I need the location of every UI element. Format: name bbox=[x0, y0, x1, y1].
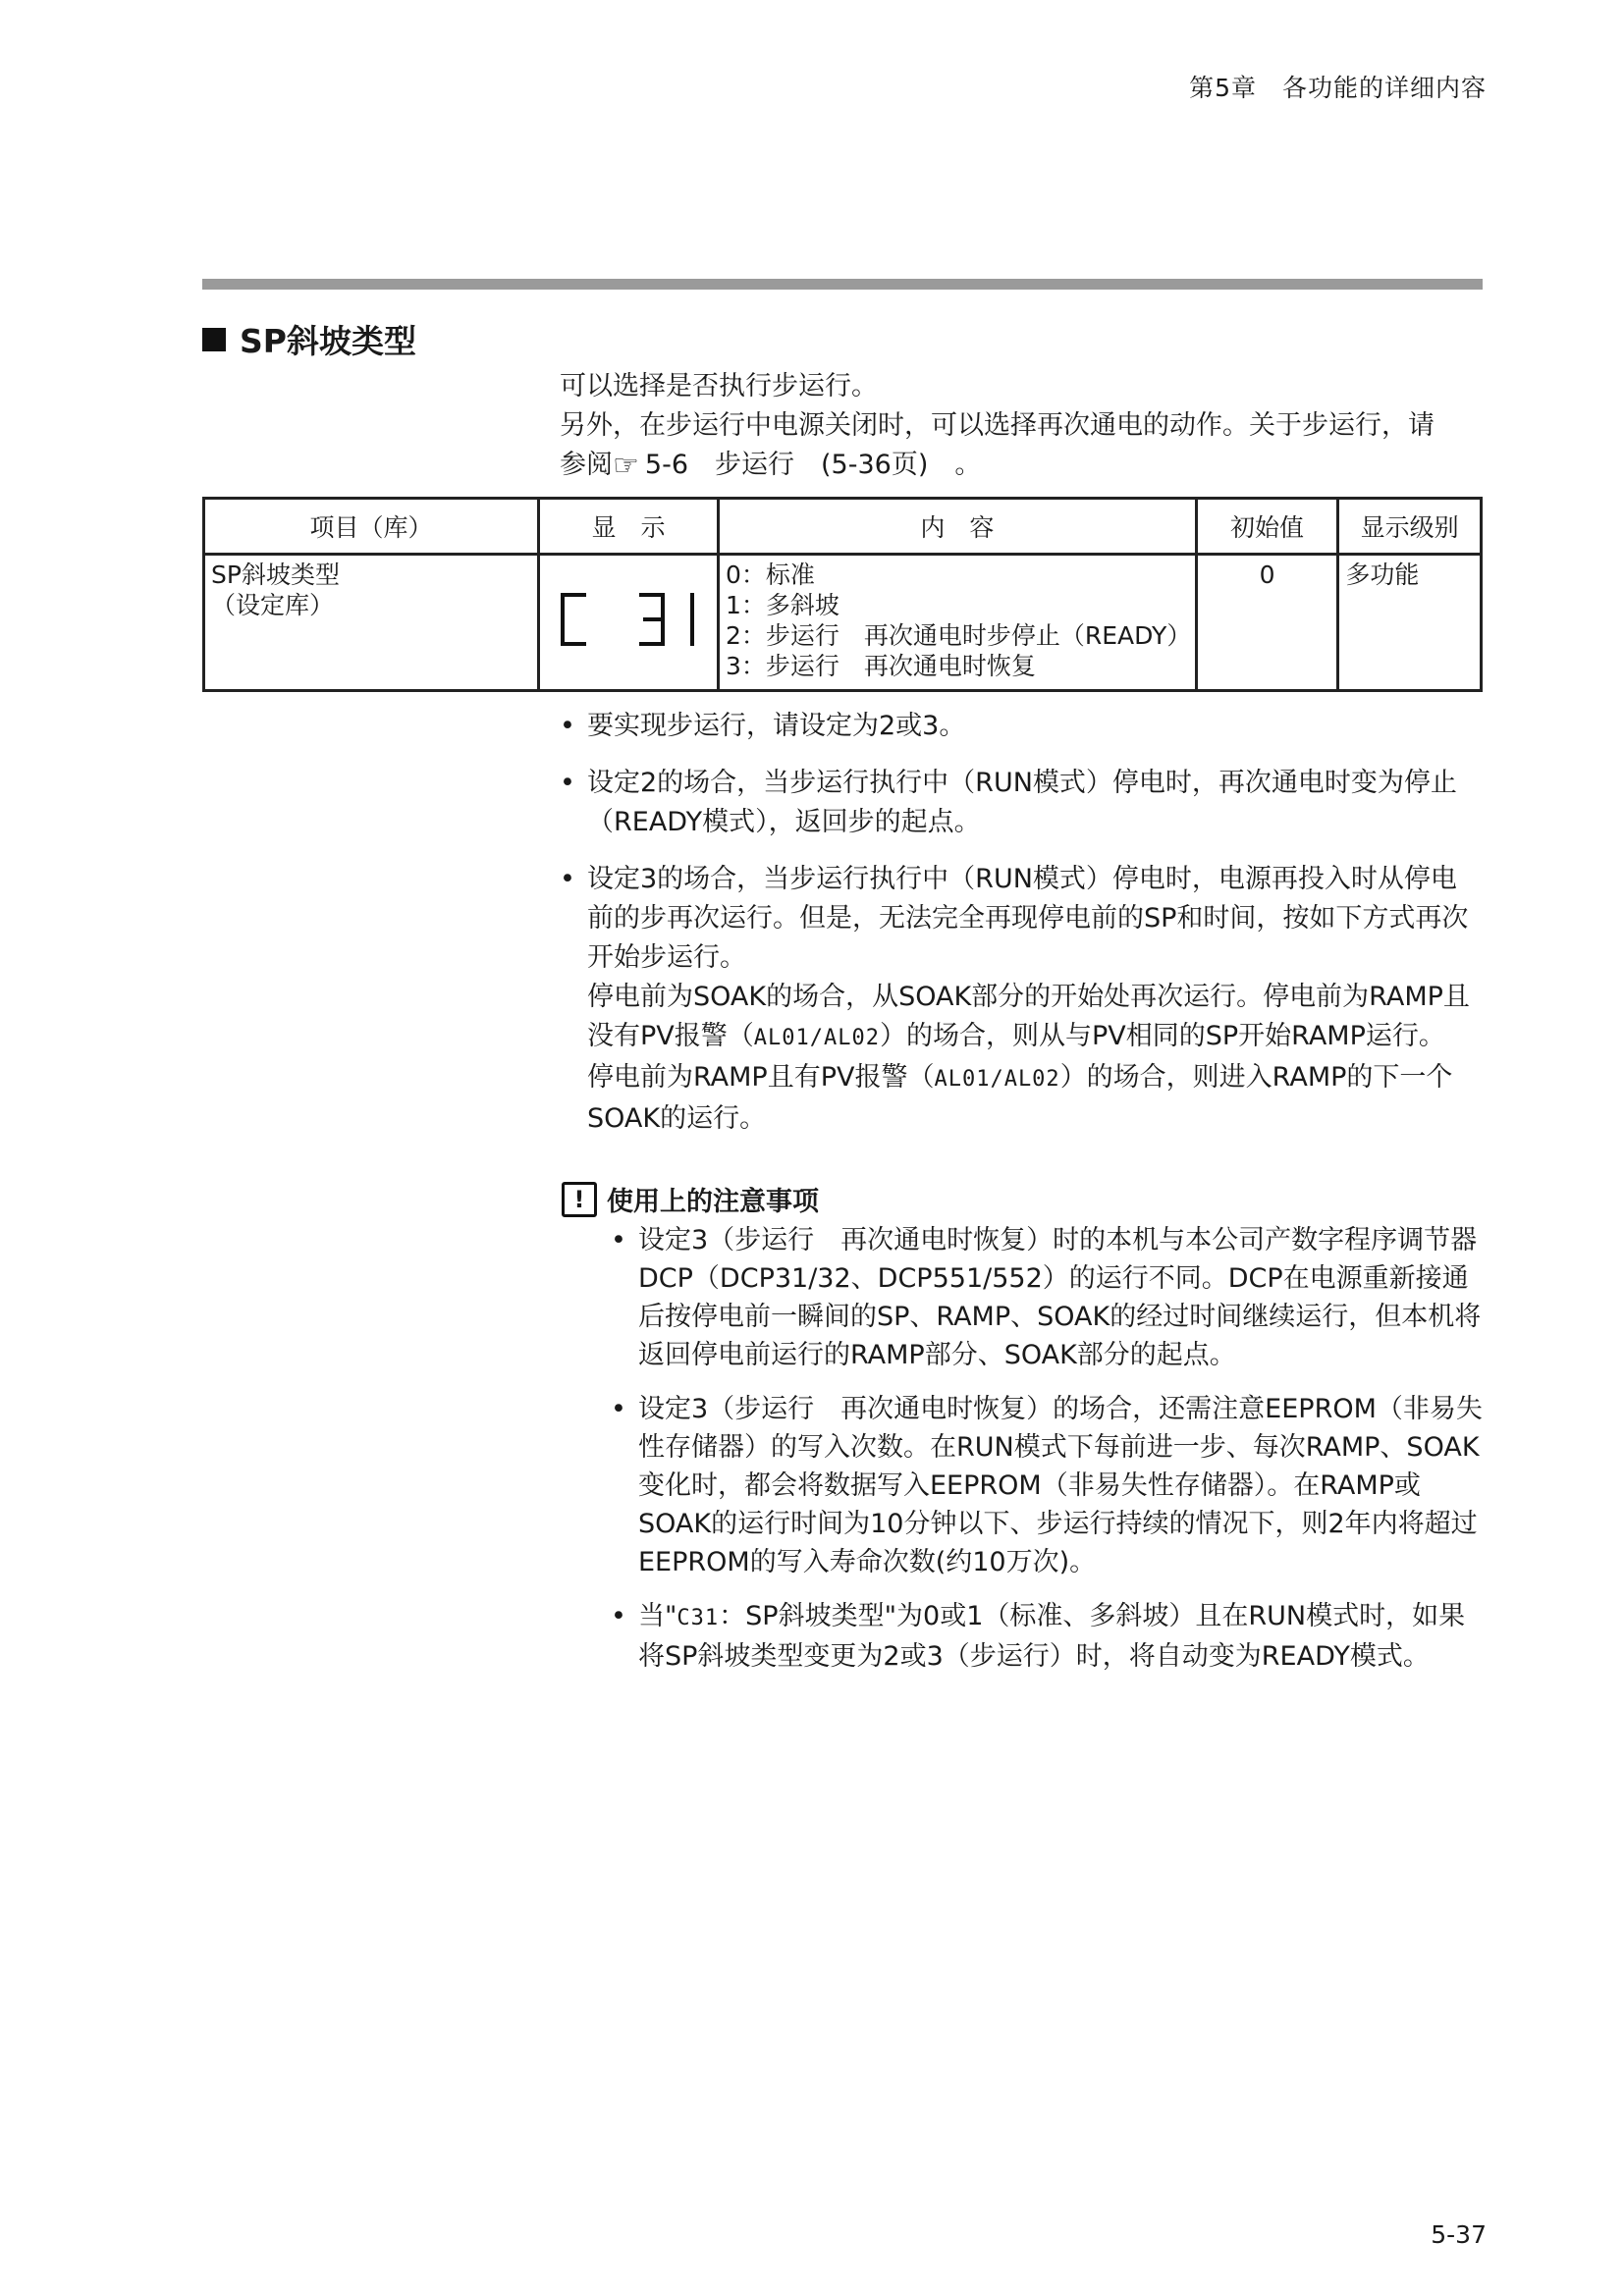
note-text: 停电前为SOAK的场合，从SOAK部分的开始处再次运行。停电前为RAMP且没有PV报警（AL01/AL02）的场合，则从与PV相同的SP开始RAMP运行。 bbox=[587, 982, 1470, 1051]
note-text: 停电前为RAMP且有PV报警（AL01/AL02）的场合，则进入RAMP的下一个SOAK的运行。 bbox=[587, 1062, 1453, 1134]
item-bank: （设定库） bbox=[211, 591, 335, 619]
segment-1 bbox=[684, 593, 696, 646]
note-text: 要实现步运行，请设定为2或3。 bbox=[587, 711, 966, 741]
intro-line: 可以选择是否执行步运行。 bbox=[560, 371, 878, 401]
table-header-row bbox=[204, 499, 1482, 555]
item-name: SP斜坡类型 bbox=[211, 561, 340, 589]
segment-3 bbox=[639, 593, 669, 646]
cell-item bbox=[204, 555, 539, 691]
table-row bbox=[204, 555, 1482, 691]
option-line: 1：多斜坡 bbox=[725, 591, 839, 619]
note-text: 设定3的场合，当步运行执行中（RUN模式）停电时，电源再投入时从停电前的步再次运行。但是，无法完全再现停电前的SP和时间，按如下方式再次开始步运行。 bbox=[587, 864, 1469, 973]
cell-initial: 0 bbox=[1196, 555, 1338, 691]
exclamation-icon: ! bbox=[562, 1182, 597, 1217]
note-text: 设定2的场合，当步运行执行中（RUN模式）停电时，再次通电时变为停止（READY模式），返回步的起点。 bbox=[587, 768, 1457, 837]
cell-level: 多功能 bbox=[1338, 555, 1482, 691]
hand-pointing-icon: ☞ bbox=[613, 449, 639, 483]
intro-line bbox=[560, 446, 1478, 486]
notes-list bbox=[560, 707, 1483, 1156]
caution-list bbox=[611, 1221, 1483, 1691]
segment-c bbox=[561, 593, 590, 646]
param-code-display: C31 bbox=[677, 1606, 720, 1630]
list-item bbox=[611, 1221, 1483, 1374]
seven-segment-display bbox=[553, 593, 704, 646]
cell-content bbox=[718, 555, 1196, 691]
caution-text: 当"C31：SP斜坡类型"为0或1（标准、多斜坡）且在RUN模式时，如果将SP斜坡类型变更为2或3（步运行）时，将自动变为READY模式。 bbox=[638, 1601, 1466, 1672]
intro-ref-link[interactable]: 5-6 步运行 (5-36页) 。 bbox=[644, 450, 982, 480]
bullet-dot-icon: • bbox=[611, 1225, 626, 1255]
option-line: 3：步运行 再次通电时恢复 bbox=[725, 652, 1036, 680]
section-title-text: SP斜坡类型 bbox=[240, 322, 416, 360]
alarm-code-display: AL01/AL02 bbox=[934, 1067, 1060, 1092]
list-item bbox=[611, 1390, 1483, 1581]
segment-blank bbox=[606, 593, 623, 646]
list-item bbox=[560, 860, 1483, 1139]
header-initial: 初始值 bbox=[1196, 499, 1338, 555]
header-level: 显示级别 bbox=[1338, 499, 1482, 555]
chapter-header: 第5章 各功能的详细内容 bbox=[1189, 74, 1487, 102]
page-number: 5-37 bbox=[1431, 2220, 1487, 2249]
section-divider bbox=[202, 279, 1483, 290]
option-line: 0：标准 bbox=[725, 561, 815, 589]
caution-title: 使用上的注意事项 bbox=[607, 1187, 819, 1217]
section-title bbox=[202, 316, 416, 362]
intro-line: 另外，在步运行中电源关闭时，可以选择再次通电的动作。关于步运行，请 bbox=[560, 410, 1435, 441]
cell-display bbox=[539, 555, 719, 691]
option-line: 2：步运行 再次通电时步停止（READY） bbox=[725, 621, 1192, 650]
bullet-dot-icon: • bbox=[611, 1601, 626, 1631]
header-display: 显 示 bbox=[539, 499, 719, 555]
list-item bbox=[611, 1597, 1483, 1676]
list-item bbox=[560, 707, 1483, 746]
bullet-dot-icon: • bbox=[611, 1394, 626, 1424]
square-bullet-icon bbox=[202, 328, 226, 351]
intro-ref-prefix: 参阅 bbox=[560, 450, 613, 480]
alarm-code-display: AL01/AL02 bbox=[753, 1026, 880, 1050]
parameter-table bbox=[202, 497, 1483, 692]
list-item bbox=[560, 764, 1483, 842]
caution-text: 设定3（步运行 再次通电时恢复）时的本机与本公司产数字程序调节器DCP（DCP31/32、DCP551/552）的运行不同。DCP在电源重新接通后按停电前一瞬间的SP、RAMP、SOAK的经过时间继续运行，但本机将返回停电前运行的RAMP部分、SOAK部分的起点。 bbox=[638, 1225, 1482, 1370]
bullet-dot-icon: • bbox=[560, 768, 575, 798]
bullet-dot-icon: • bbox=[560, 711, 575, 741]
caution-text: 设定3（步运行 再次通电时恢复）的场合，还需注意EEPROM（非易失性存储器）的写入次数。在RUN模式下每前进一步、每次RAMP、SOAK变化时，都会将数据写入EEPROM（非易失性存储器）。在RAMP或SOAK的运行时间为10分钟以下、步运行持续的情况下，则2年内将超过EEPROM的写入寿命次数(约10万次)。 bbox=[638, 1394, 1483, 1577]
intro-paragraph bbox=[560, 367, 1478, 486]
caution-heading bbox=[562, 1180, 819, 1218]
header-item: 项目（库） bbox=[204, 499, 539, 555]
bullet-dot-icon: • bbox=[560, 864, 575, 894]
header-content: 内 容 bbox=[718, 499, 1196, 555]
